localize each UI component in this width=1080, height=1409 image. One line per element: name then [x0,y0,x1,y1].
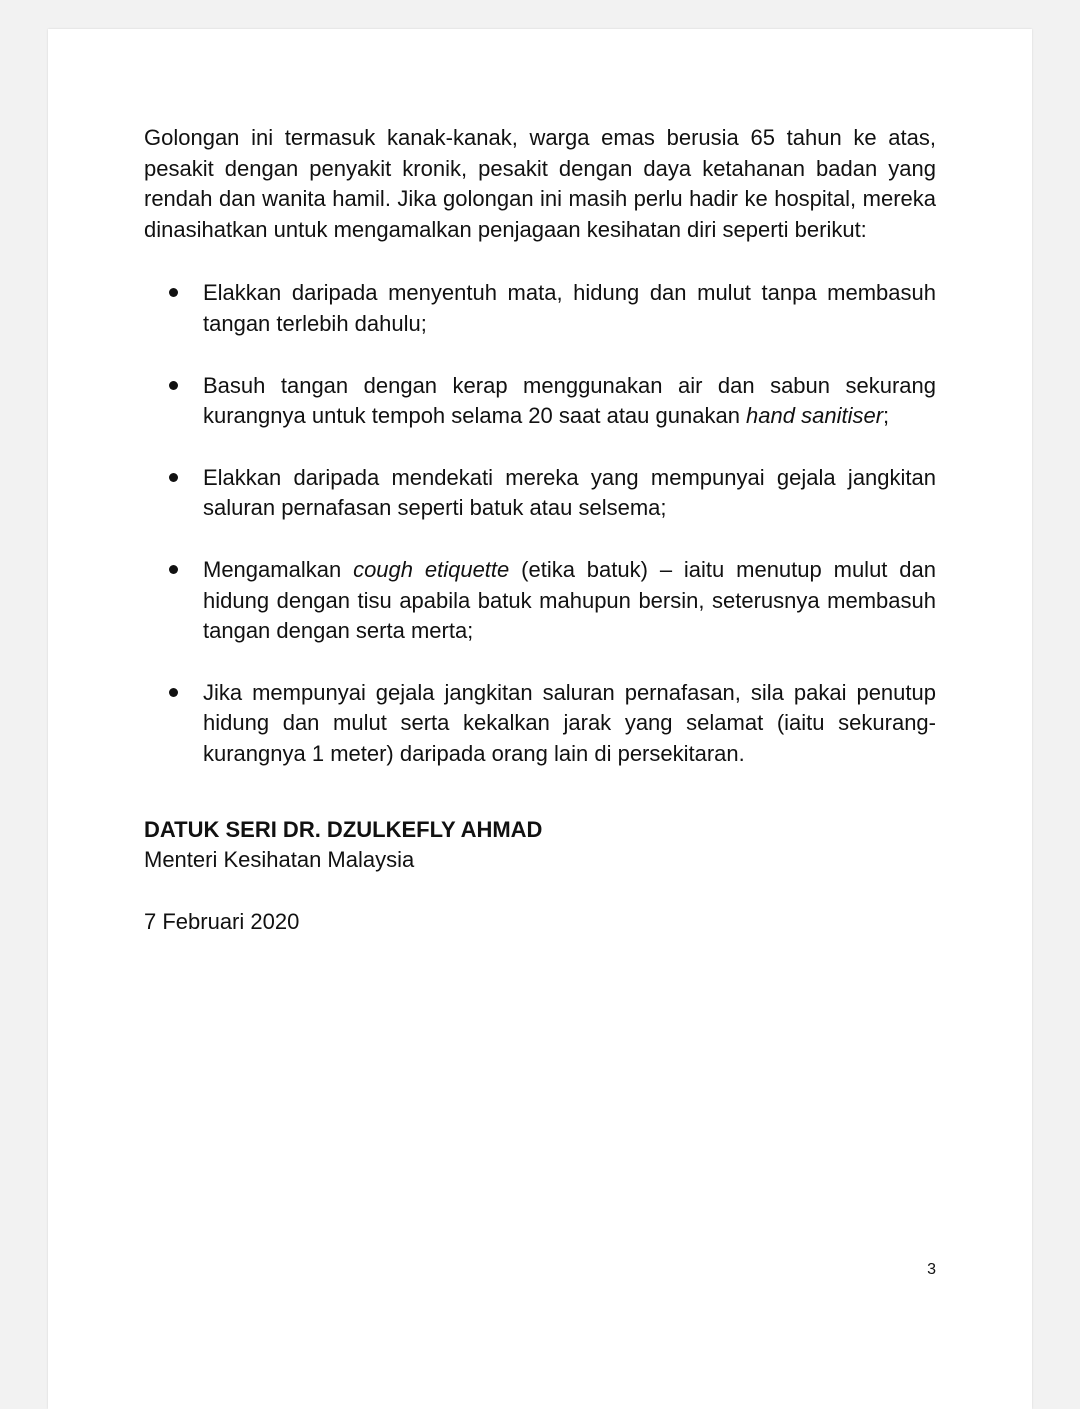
advice-list [144,278,936,769]
advice-item-5 [144,678,936,770]
bullet-icon [169,288,178,297]
bullet-icon [169,688,178,697]
advice-item-text: Basuh tangan dengan kerap menggunakan air dan sabun sekurang kurangnya untuk tempoh selama 20 saat atau gunakan [203,372,936,429]
intro-paragraph: Golongan ini termasuk kanak-kanak, warga emas berusia 65 tahun ke atas, pesakit dengan penyakit kronik, pesakit dengan daya ketahanan badan yang rendah dan wanita hamil. Jika golongan ini masih perlu hadir ke hospital, mereka dinasihatkan untuk mengamalkan penjagaan kesihatan diri seperti berikut: [144,125,936,242]
advice-item-italic: cough etiquette [353,556,510,582]
bullet-icon [169,473,178,482]
advice-item-text: Elakkan daripada mendekati mereka yang mempunyai gejala jangkitan saluran pernafasan seperti batuk atau selsema; [203,464,936,521]
advice-item-2 [144,371,936,432]
signatory-title: Menteri Kesihatan Malaysia [144,847,415,873]
document-date: 7 Februari 2020 [144,908,300,934]
document-page [48,29,1032,1409]
advice-item-text: Mengamalkan [203,556,354,582]
advice-item-text-end: (etika batuk) – iaitu menutup mulut dan hidung dengan tisu apabila batuk mahupun bersin, seterusnya membasuh tangan dengan serta merta; [203,556,936,644]
signatory-name: DATUK SERI DR. DZULKEFLY AHMAD [144,816,543,842]
advice-item-italic: hand sanitiser [746,403,884,429]
advice-item-text: Elakkan daripada menyentuh mata, hidung dan mulut tanpa membasuh tangan terlebih dahulu; [203,280,936,336]
advice-item-text: Jika mempunyai gejala jangkitan saluran pernafasan, sila pakai penutup hidung dan mulut serta kekalkan jarak yang selamat (iaitu sekurang-kurangnya 1 meter) daripada orang lain di persekitaran. [203,679,936,766]
bullet-icon [169,565,178,574]
page-number: 3 [927,1261,936,1278]
bullet-icon [169,381,178,390]
advice-item-4 [144,555,936,647]
advice-item-3 [144,463,936,524]
advice-item-text-end: ; [883,403,890,429]
document-body [144,123,936,937]
advice-item-1 [144,278,936,339]
